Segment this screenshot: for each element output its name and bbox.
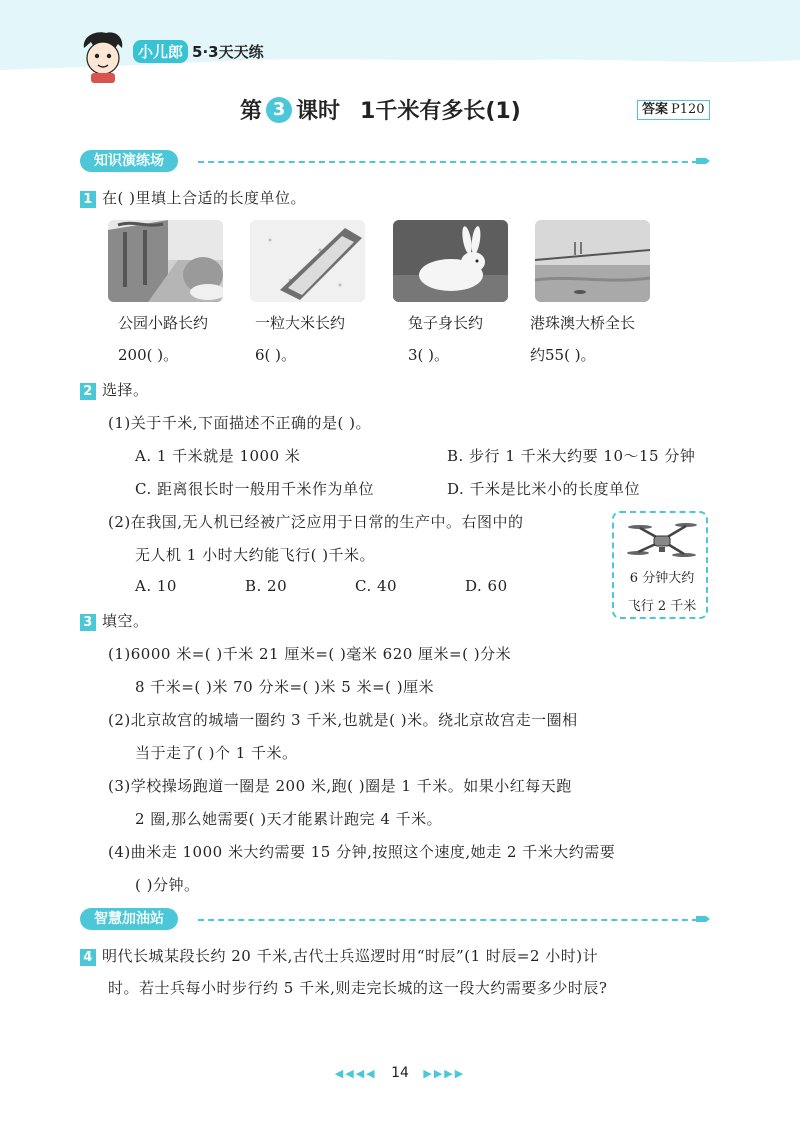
q1-item4-blank: 约55( )。 bbox=[530, 346, 596, 364]
mascot-icon bbox=[78, 30, 128, 84]
page-footer bbox=[0, 1065, 800, 1081]
bridge-photo bbox=[535, 220, 650, 302]
q3-sub2-line1: (2)北京故宫的城墙一圈约 3 千米,也就是( )米。绕北京故宫走一圈相 bbox=[108, 711, 578, 729]
q1-item1-label: 公园小路长约 bbox=[118, 314, 209, 332]
q4-line1-wrap bbox=[80, 945, 598, 966]
answer-label: 答案 bbox=[642, 102, 669, 117]
q3-sub3-line1: (3)学校操场跑道一圈是 200 米,跑( )圈是 1 千米。如果小红每天跑 bbox=[108, 777, 572, 795]
brand-name: 小儿郎 bbox=[133, 40, 188, 63]
q2-sub2-line1: (2)在我国,无人机已经被广泛应用于日常的生产中。右图中的 bbox=[108, 513, 524, 531]
section-banner-advanced bbox=[80, 908, 710, 930]
section-banner-practice bbox=[80, 150, 710, 172]
section-title-practice: 知识演练场 bbox=[80, 150, 178, 172]
brand-series: 5·3天天练 bbox=[192, 43, 264, 61]
left-arrows-icon: ◀◀◀◀ bbox=[334, 1067, 377, 1080]
q2-sub1-option-d: D. 千米是比米小的长度单位 bbox=[447, 480, 641, 498]
drone-caption-line2: 飞行 2 千米 bbox=[627, 599, 697, 614]
answer-reference bbox=[637, 100, 710, 120]
q2-prompt-line bbox=[80, 379, 149, 400]
q1-item3-label: 兔子身长约 bbox=[408, 314, 484, 332]
q4-number: 4 bbox=[80, 949, 96, 966]
q1-item3-blank: 3( )。 bbox=[408, 346, 450, 364]
answer-page: P120 bbox=[671, 102, 705, 117]
q3-number: 3 bbox=[80, 614, 96, 631]
rice-photo bbox=[250, 220, 365, 302]
right-arrows-icon: ▶▶▶▶ bbox=[423, 1067, 466, 1080]
q2-sub2-option-a: A. 10 bbox=[135, 577, 177, 595]
pencil-icon bbox=[696, 914, 710, 924]
rabbit-photo bbox=[393, 220, 508, 302]
q1-item2-blank: 6( )。 bbox=[255, 346, 297, 364]
q2-number: 2 bbox=[80, 383, 96, 400]
q3-sub2-line2: 当于走了( )个 1 千米。 bbox=[135, 744, 298, 762]
q3-prompt: 填空。 bbox=[102, 612, 149, 630]
drone-icon bbox=[626, 519, 698, 565]
q1-prompt: 在( )里填上合适的长度单位。 bbox=[102, 189, 306, 207]
lesson-suffix: 课时 bbox=[296, 99, 341, 124]
page-title bbox=[240, 94, 521, 125]
q3-sub1-row2: 8 千米=( )米 70 分米=( )米 5 米=( )厘米 bbox=[135, 678, 435, 696]
q2-sub1-option-a: A. 1 千米就是 1000 米 bbox=[135, 447, 301, 465]
q2-sub1-option-c: C. 距离很长时一般用千米作为单位 bbox=[135, 480, 374, 498]
q4-line2: 时。若士兵每小时步行约 5 千米,则走完长城的这一段大约需要多少时辰? bbox=[108, 979, 608, 997]
park-path-photo bbox=[108, 220, 223, 302]
q2-sub2-option-d: D. 60 bbox=[465, 577, 508, 595]
lesson-title: 1千米有多长(1) bbox=[360, 99, 521, 124]
section-title-advanced: 智慧加油站 bbox=[80, 908, 178, 930]
pencil-icon bbox=[696, 156, 710, 166]
q3-sub4-line2: ( )分钟。 bbox=[135, 876, 200, 894]
q3-prompt-line bbox=[80, 610, 149, 631]
q2-sub2-option-c: C. 40 bbox=[355, 577, 398, 595]
drone-caption-line1: 6 分钟大约 bbox=[629, 571, 695, 586]
dashed-divider bbox=[198, 161, 698, 163]
q1-item4-label: 港珠澳大桥全长 bbox=[530, 314, 636, 332]
brand-logo bbox=[133, 40, 264, 63]
q4-line1: 明代长城某段长约 20 千米,古代士兵巡逻时用“时辰”(1 时辰=2 小时)计 bbox=[102, 947, 599, 965]
page-number: 14 bbox=[391, 1065, 409, 1081]
title-row bbox=[0, 90, 800, 130]
q2-sub2-line2: 无人机 1 小时大约能飞行( )千米。 bbox=[135, 546, 376, 564]
q2-sub1-option-b: B. 步行 1 千米大约要 10～15 分钟 bbox=[447, 447, 696, 465]
q1-number: 1 bbox=[80, 191, 96, 208]
lesson-number-badge: 3 bbox=[266, 97, 292, 123]
q2-sub2-option-b: B. 20 bbox=[245, 577, 288, 595]
drone-figure bbox=[612, 511, 708, 619]
q3-sub3-line2: 2 圈,那么她需要( )天才能累计跑完 4 千米。 bbox=[135, 810, 443, 828]
q2-prompt: 选择。 bbox=[102, 381, 149, 399]
q1-prompt-line bbox=[80, 187, 306, 208]
q1-item1-blank: 200( )。 bbox=[118, 346, 179, 364]
lesson-prefix: 第 bbox=[240, 99, 263, 124]
q2-sub1: (1)关于千米,下面描述不正确的是( )。 bbox=[108, 414, 371, 432]
q3-sub4-line1: (4)曲米走 1000 米大约需要 15 分钟,按照这个速度,她走 2 千米大约需要 bbox=[108, 843, 616, 861]
dashed-divider bbox=[198, 919, 698, 921]
q3-sub1-row1: (1)6000 米=( )千米 21 厘米=( )毫米 620 厘米=( )分米 bbox=[108, 645, 512, 663]
q1-item2-label: 一粒大米长约 bbox=[255, 314, 346, 332]
